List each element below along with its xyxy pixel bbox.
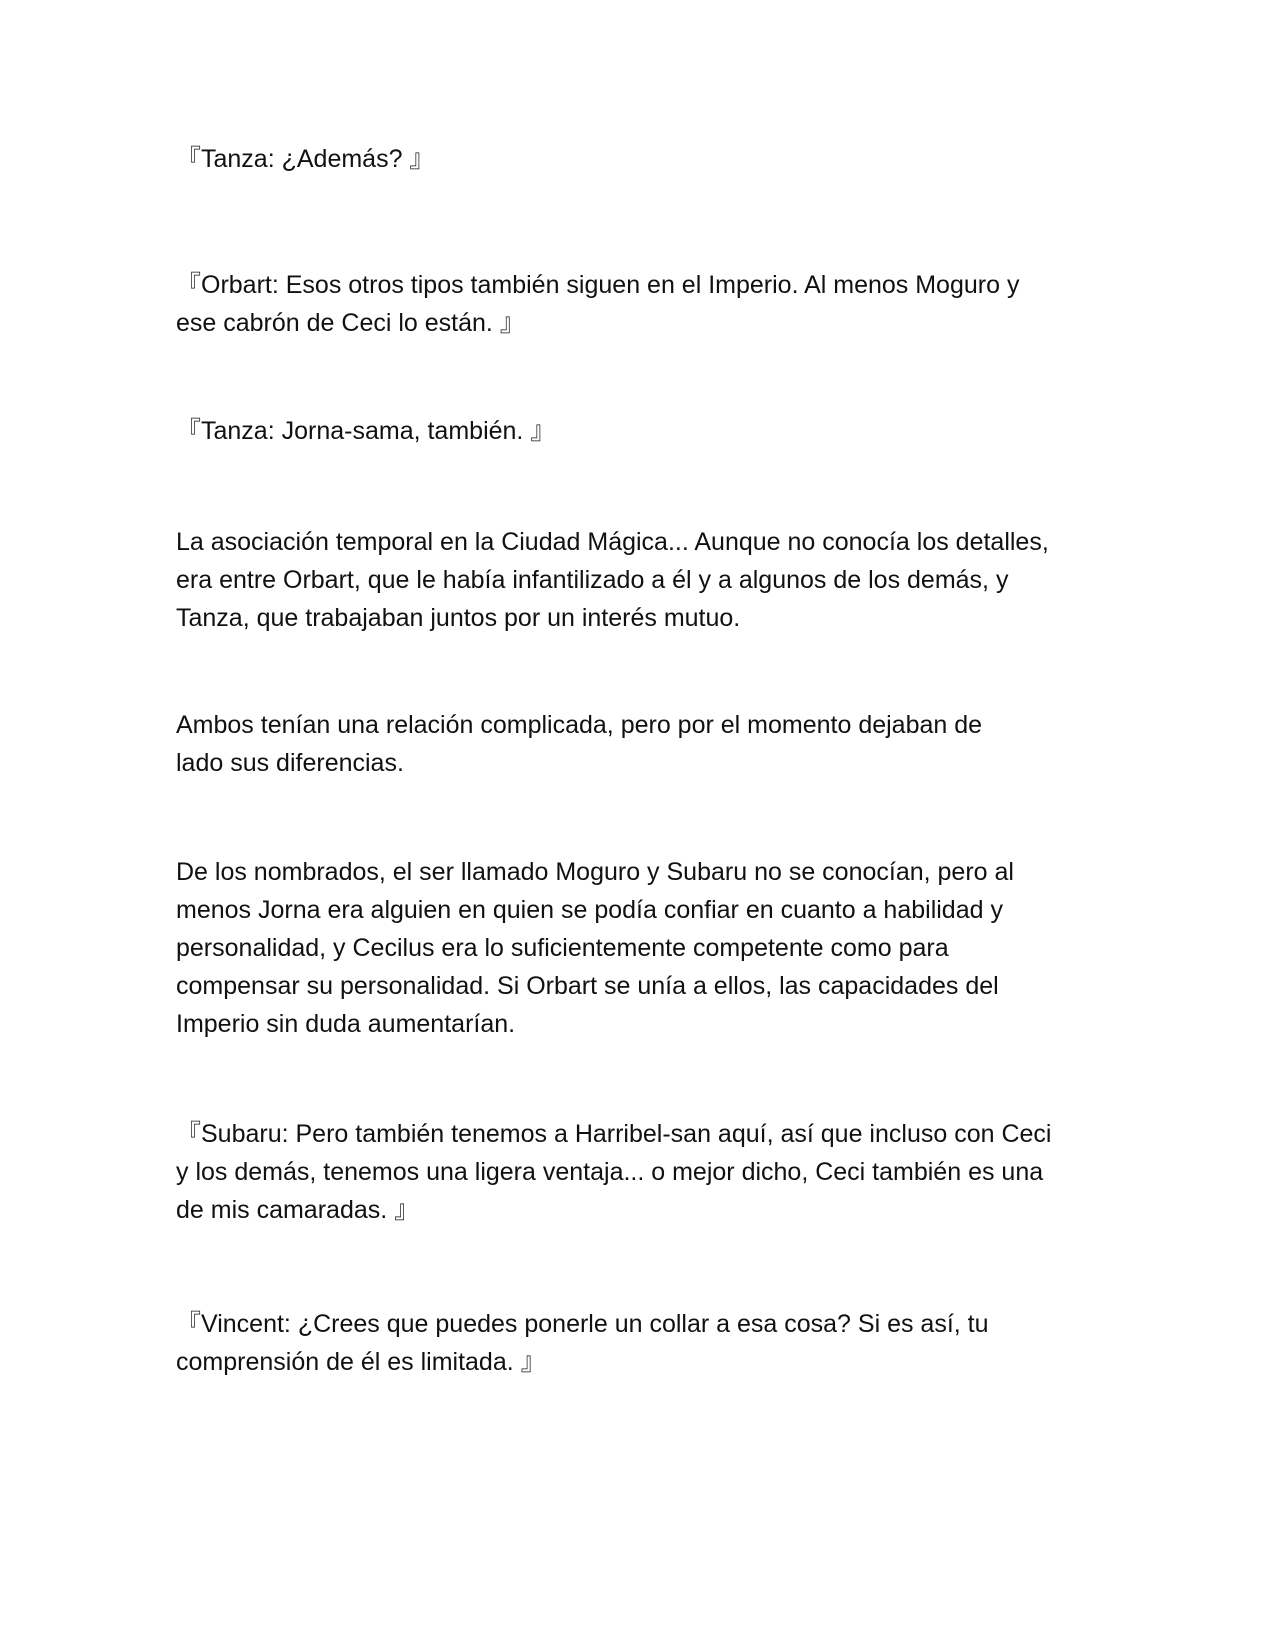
narration-paragraph-1 xyxy=(176,523,1106,637)
text-line: 『Vincent: ¿Crees que puedes ponerle un collar a esa cosa? Si es así, tu xyxy=(176,1310,989,1338)
text-line: Tanza, que trabajaban juntos por un interés mutuo. xyxy=(176,604,741,632)
text-line: 『Subaru: Pero también tenemos a Harribel-san aquí, así que incluso con Ceci xyxy=(176,1120,1052,1148)
text-line: comprensión de él es limitada. 』 xyxy=(176,1348,546,1376)
text-line: De los nombrados, el ser llamado Moguro y Subaru no se conocían, pero al xyxy=(176,858,1014,886)
text-line: lado sus diferencias. xyxy=(176,749,404,777)
narration-paragraph-3 xyxy=(176,853,1106,1043)
dialogue-vincent xyxy=(176,1305,1106,1381)
narration-paragraph-2 xyxy=(176,706,1106,782)
text-line: 『Orbart: Esos otros tipos también siguen en el Imperio. Al menos Moguro y xyxy=(176,271,1020,299)
text-line: La asociación temporal en la Ciudad Mágica... Aunque no conocía los detalles, xyxy=(176,528,1049,556)
text-line: menos Jorna era alguien en quien se podía confiar en cuanto a habilidad y xyxy=(176,896,1003,924)
text-line: y los demás, tenemos una ligera ventaja... o mejor dicho, Ceci también es una xyxy=(176,1158,1044,1186)
text-line: 『Tanza: Jorna-sama, también. 』 xyxy=(176,417,556,445)
text-line: Ambos tenían una relación complicada, pero por el momento dejaban de xyxy=(176,711,983,739)
text-line: compensar su personalidad. Si Orbart se unía a ellos, las capacidades del xyxy=(176,972,999,1000)
dialogue-subaru xyxy=(176,1115,1106,1229)
text-line: personalidad, y Cecilus era lo suficientemente competente como para xyxy=(176,934,949,962)
text-line: de mis camaradas. 』 xyxy=(176,1196,420,1224)
text-line: ese cabrón de Ceci lo están. 』 xyxy=(176,309,525,337)
dialogue-tanza-1 xyxy=(176,140,1106,178)
dialogue-orbart xyxy=(176,266,1106,342)
text-line: Imperio sin duda aumentarían. xyxy=(176,1010,516,1038)
text-line: era entre Orbart, que le había infantilizado a él y a algunos de los demás, y xyxy=(176,566,1009,594)
dialogue-tanza-2 xyxy=(176,412,1106,450)
text-line: 『Tanza: ¿Además? 』 xyxy=(176,145,435,173)
